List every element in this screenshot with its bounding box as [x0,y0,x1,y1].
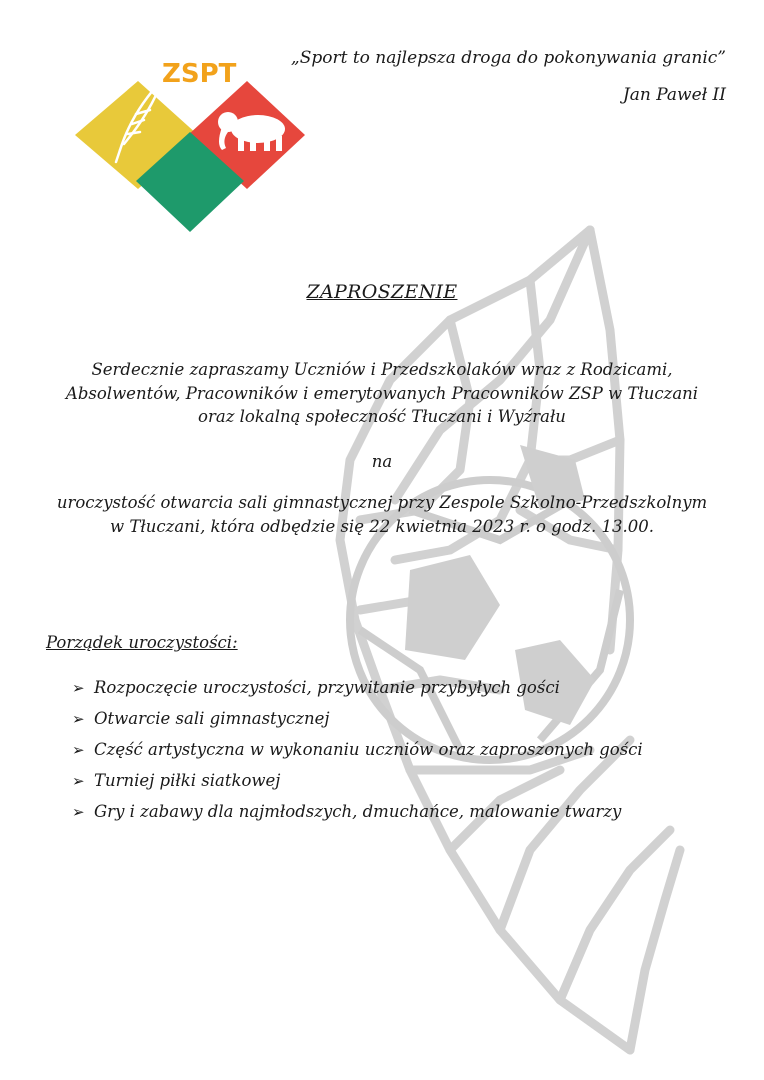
connector-word: na [371,452,393,471]
school-logo [72,52,312,237]
list-item-text: Otwarcie sali gimnastycznej [94,709,330,728]
list-item [72,796,643,827]
list-item-text: Gry i zabawy dla najmłodszych, dmuchańce, malowanie twarzy [94,802,622,821]
motto-author: Jan Paweł II [622,85,726,105]
invitation-paragraph [40,358,724,429]
event-line: uroczystość otwarcia sali gimnastycznej przy Zespole Szkolno-Przedszkolnym [56,493,708,512]
ball-in-net-watermark [300,210,700,1060]
list-item [72,734,643,765]
event-line: w Tłuczani, która odbędzie się 22 kwietnia 2023 r. o godz. 13.00. [110,516,654,536]
list-item [72,765,643,796]
invitation-line: Serdecznie zapraszamy Uczniów i Przedszkolaków wraz z Rodzicami, [91,360,673,379]
logo-text: ZSPT [162,59,237,89]
event-paragraph [40,491,724,538]
invitation-line: oraz lokalną społeczność Tłuczani i Wyźrału [198,407,566,426]
arrow-bullet-icon: ➢ [72,741,85,759]
program-list [72,672,643,827]
list-item [72,672,643,703]
invitation-line: Absolwentów, Pracowników i emerytowanych Pracowników ZSP w Tłuczani [65,383,699,403]
motto [286,48,726,105]
motto-text: „Sport to najlepsza droga do pokonywania granic” [290,48,726,68]
list-item-text: Turniej piłki siatkowej [94,771,281,790]
arrow-bullet-icon: ➢ [72,803,85,821]
program-heading: Porządek uroczystości: [46,633,238,652]
list-item-text: Rozpoczęcie uroczystości, przywitanie przybyłych gości [94,678,560,697]
arrow-bullet-icon: ➢ [72,679,85,697]
arrow-bullet-icon: ➢ [72,710,85,728]
list-item-text: Część artystyczna w wykonaniu uczniów oraz zaproszonych gości [94,740,643,759]
arrow-bullet-icon: ➢ [72,772,85,790]
list-item [72,703,643,734]
page-title: ZAPROSZENIE [306,281,458,303]
